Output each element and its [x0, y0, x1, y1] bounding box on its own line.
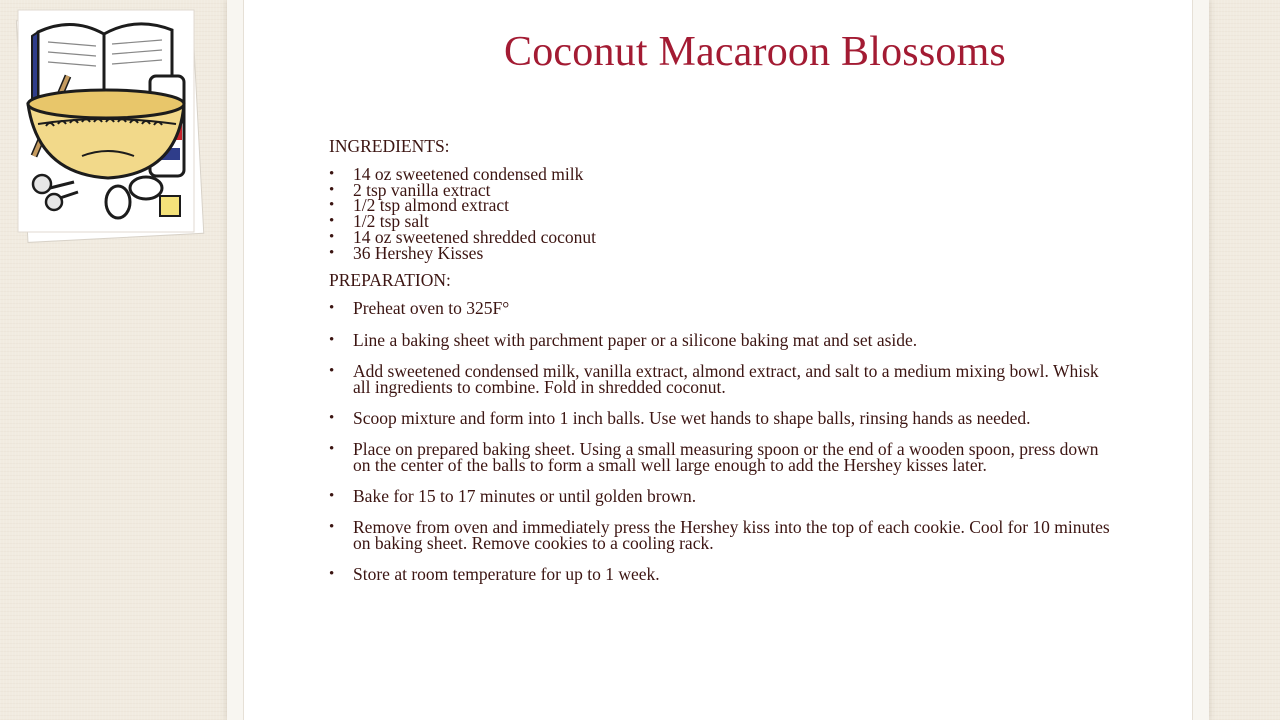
ingredient-item: • 1/2 tsp salt [329, 214, 1119, 230]
preparation-step: • Preheat oven to 325F° [329, 301, 1119, 317]
recipe-content [329, 136, 1119, 599]
preparation-step: • Remove from oven and immediately press the Hershey kiss into the top of each cookie. Cool for 10 minutes on baking sheet. Remove cookies to a cooling rack. [329, 520, 1119, 551]
preparation-heading: PREPARATION: [329, 270, 451, 291]
preparation-step: • Bake for 15 to 17 minutes or until golden brown. [329, 489, 1119, 505]
page-title: Coconut Macaroon Blossoms [504, 29, 1006, 75]
preparation-step: • Scoop mixture and form into 1 inch balls. Use wet hands to shape balls, rinsing hands as needed. [329, 411, 1119, 427]
ingredients-list [329, 164, 1119, 263]
preparation-step: • Store at room temperature for up to 1 week. [329, 567, 1119, 583]
preparation-step: • Place on prepared baking sheet. Using a small measuring spoon or the end of a wooden spoon, press down on the center of the balls to form a small well large enough to add the Hershey kisses later. [329, 442, 1119, 473]
preparation-step: • Line a baking sheet with parchment paper or a silicone baking mat and set aside. [329, 333, 1119, 349]
ingredient-item: • 36 Hershey Kisses [329, 246, 1119, 262]
ingredients-heading: INGREDIENTS: [329, 136, 450, 156]
ingredient-item: • 14 oz sweetened condensed milk [329, 167, 1119, 183]
cookbook-mixing-bowl-clipart-icon [12, 6, 208, 246]
ingredient-item: • 14 oz sweetened shredded coconut [329, 230, 1119, 246]
ingredient-item: • 1/2 tsp almond extract [329, 198, 1119, 214]
ingredient-item: • 2 tsp vanilla extract [329, 183, 1119, 199]
preparation-steps [329, 298, 1119, 585]
preparation-step: • Add sweetened condensed milk, vanilla extract, almond extract, and salt to a medium mixing bowl. Whisk all ingredients to combine. Fold in shredded coconut. [329, 364, 1119, 395]
